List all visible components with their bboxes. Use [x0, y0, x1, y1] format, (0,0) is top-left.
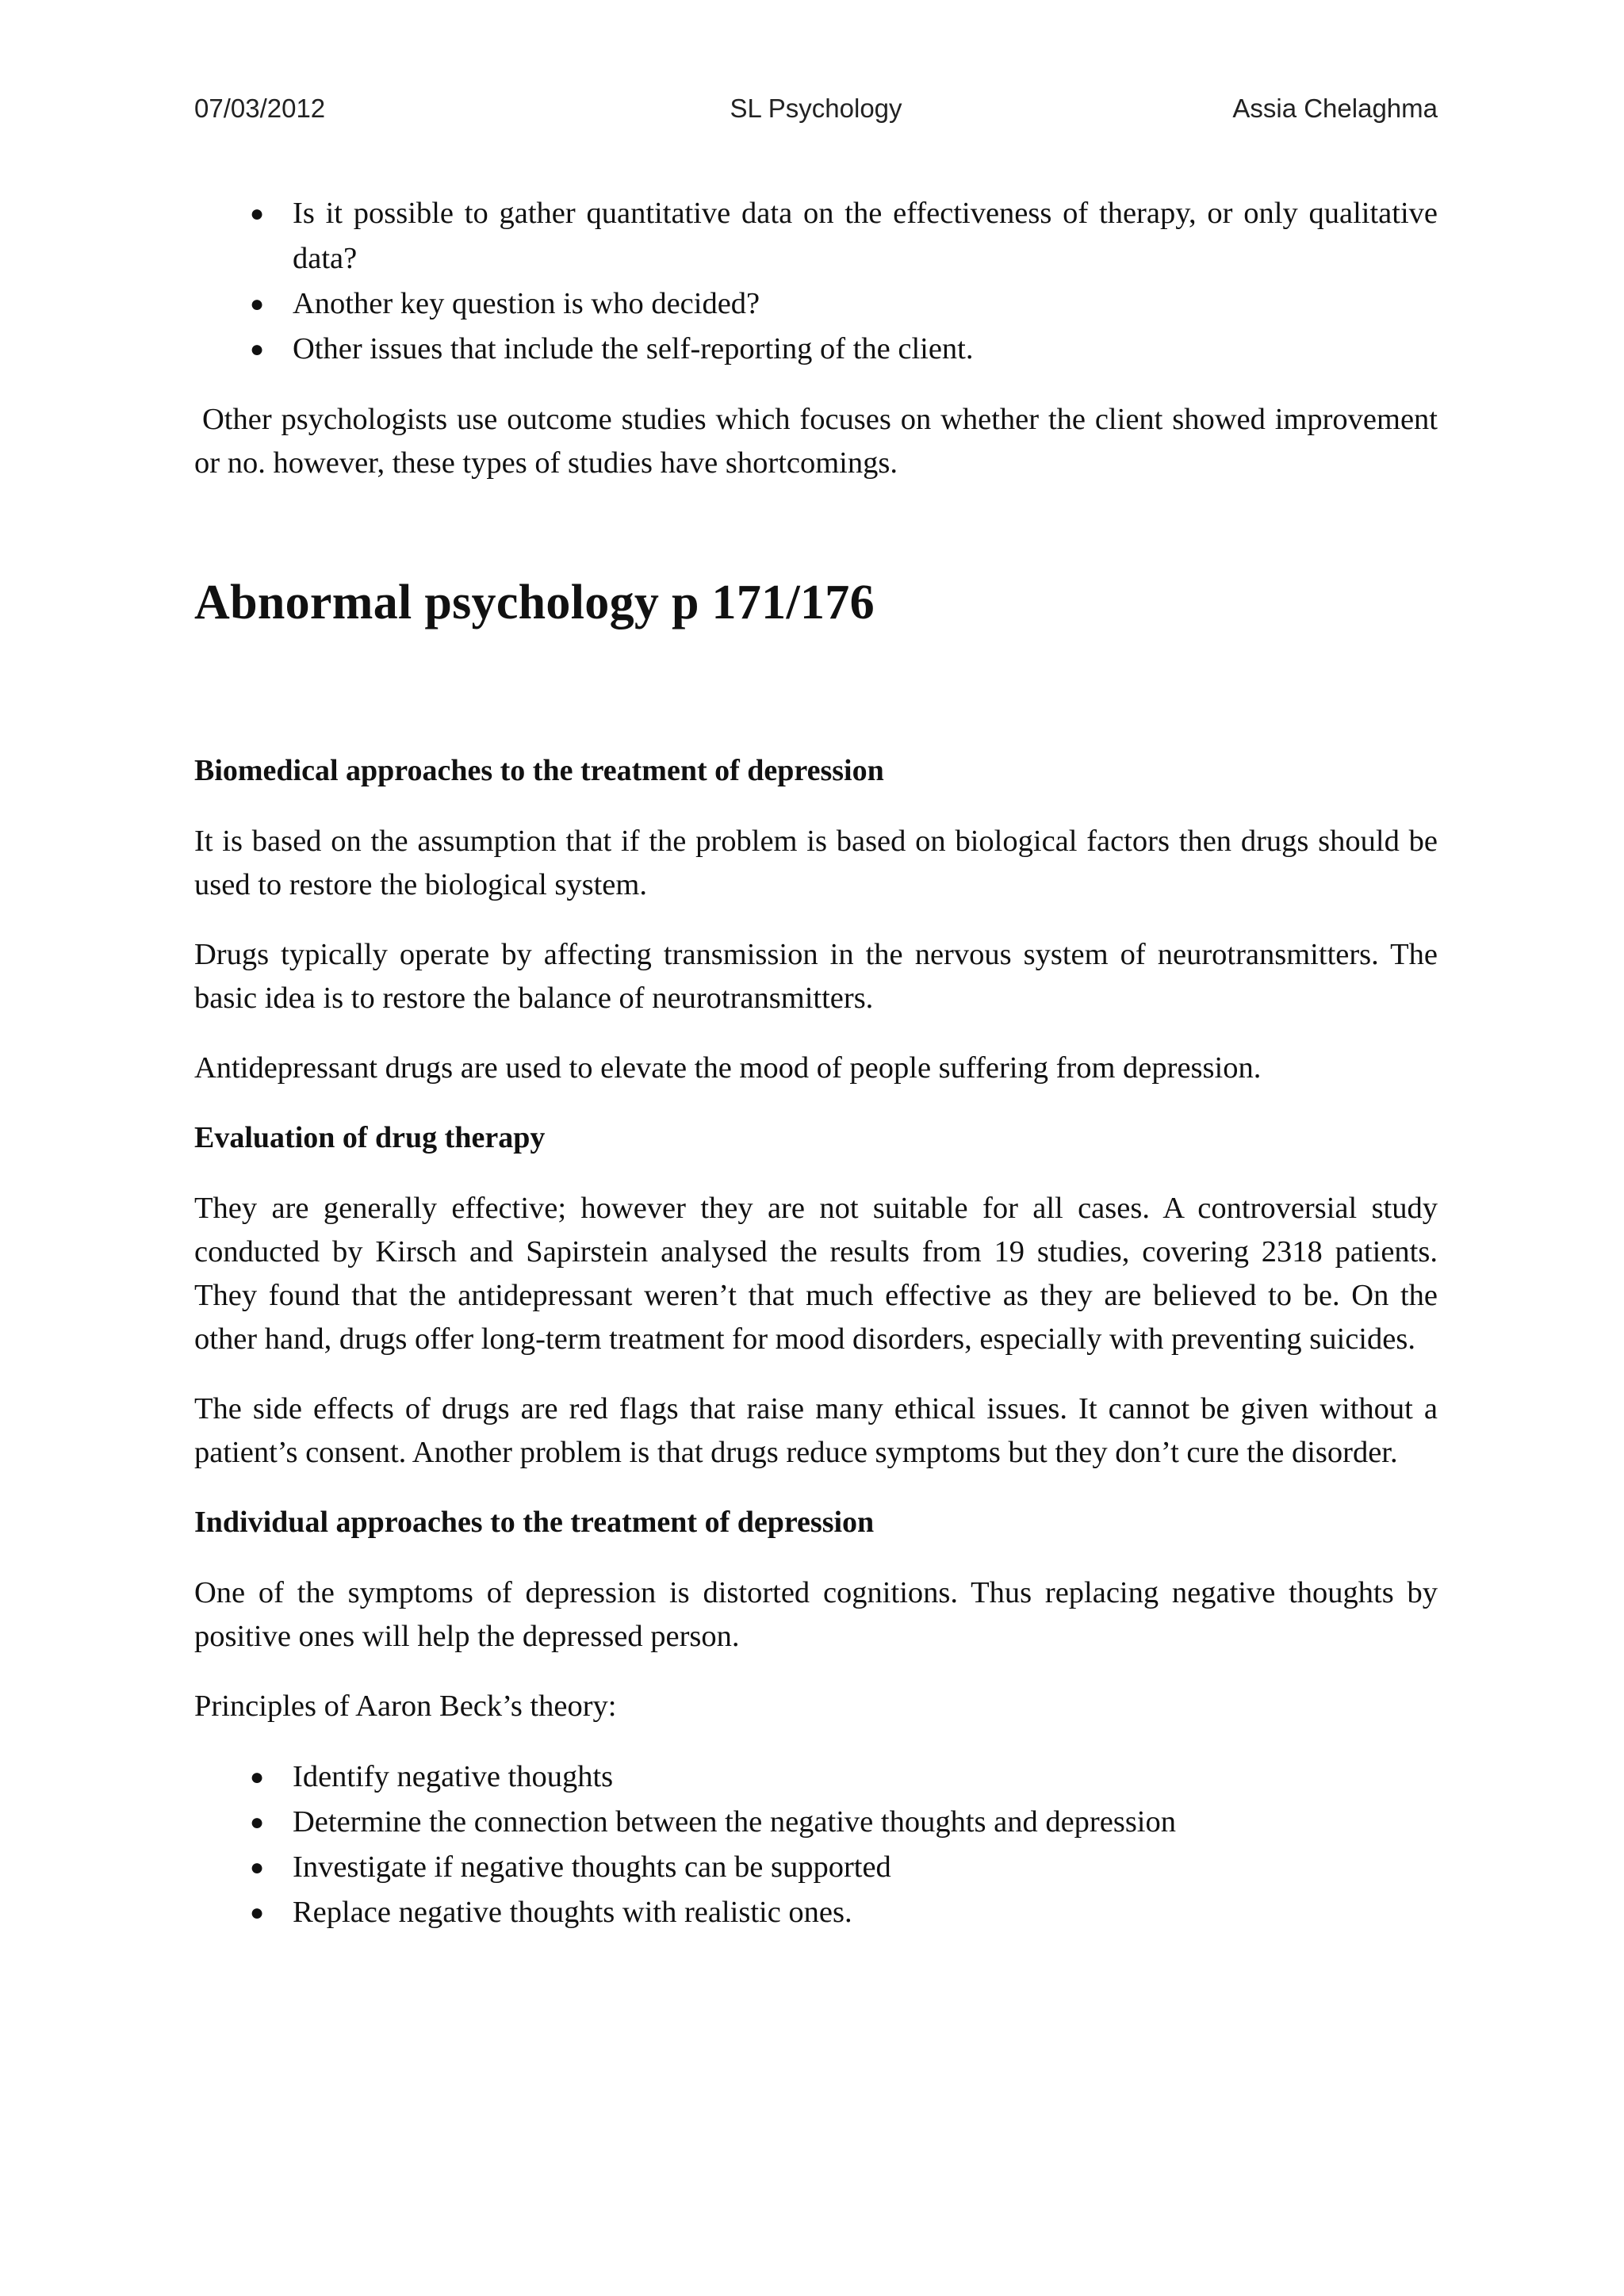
list-item: ● Another key question is who decided?: [194, 281, 1438, 327]
bullet-icon: ●: [250, 1809, 265, 1835]
evaluation-paragraph: They are generally effective; however they are not suitable for all cases. A controversial study conducted by Kirsch and Sapirstein analysed the results from 19 studies, covering 2318 patients. They found that the antidepressant weren’t that much effective as they are believed to be. On the other hand, drugs offer long-term treatment for mood disorders, especially with preventing suicides.: [194, 1192, 1438, 1356]
biomedical-paragraph: It is based on the assumption that if the problem is based on biological factors then drugs should be used to restore the biological system.: [194, 825, 1438, 901]
bullet-icon: ●: [250, 291, 265, 317]
biomedical-paragraph: Antidepressant drugs are used to elevate the mood of people suffering from depression.: [194, 1051, 1262, 1085]
therapy-questions-list: [194, 191, 1438, 372]
beck-principles-list: [194, 1755, 1438, 1935]
list-item: ● Replace negative thoughts with realistic ones.: [194, 1890, 1438, 1935]
biomedical-heading: Biomedical approaches to the treatment of depression: [194, 754, 884, 787]
header-author: Assia Chelaghma: [1232, 94, 1438, 123]
page-header: [194, 94, 1438, 133]
section-title: Abnormal psychology p 171/176: [194, 576, 875, 629]
bullet-icon: ●: [250, 1854, 265, 1881]
header-course: SL Psychology: [730, 94, 902, 123]
individual-paragraph: One of the symptoms of depression is distorted cognitions. Thus replacing negative thoughts by positive ones will help the depressed person.: [194, 1576, 1438, 1653]
bullet-icon: ●: [250, 1764, 265, 1790]
list-item: ● Identify negative thoughts: [194, 1755, 1438, 1800]
evaluation-heading: Evaluation of drug therapy: [194, 1121, 546, 1154]
bullet-icon: ●: [250, 201, 265, 227]
biomedical-paragraph: Drugs typically operate by affecting transmission in the nervous system of neurotransmitters. The basic idea is to restore the balance of neurotransmitters.: [194, 938, 1438, 1015]
header-date: 07/03/2012: [194, 94, 326, 123]
bullet-icon: ●: [250, 1900, 265, 1926]
individual-paragraph: Principles of Aaron Beck’s theory:: [194, 1689, 617, 1723]
individual-heading: Individual approaches to the treatment of depression: [194, 1506, 875, 1539]
list-item: ● Determine the connection between the negative thoughts and depression: [194, 1800, 1438, 1845]
list-item: ● Other issues that include the self-reporting of the client.: [194, 327, 1438, 372]
evaluation-paragraph: The side effects of drugs are red flags that raise many ethical issues. It cannot be given without a patient’s consent. Another problem is that drugs reduce symptoms but they don’t cure the disorder.: [194, 1392, 1438, 1469]
outcome-studies-paragraph: Other psychologists use outcome studies which focuses on whether the client showed improvement or no. however, these types of studies have shortcomings.: [194, 403, 1438, 480]
list-item: ● Is it possible to gather quantitative data on the effectiveness of therapy, or only qualitative data?: [194, 191, 1438, 281]
bullet-icon: ●: [250, 336, 265, 362]
document-body: [194, 191, 1438, 1961]
list-item: ● Investigate if negative thoughts can be supported: [194, 1845, 1438, 1890]
